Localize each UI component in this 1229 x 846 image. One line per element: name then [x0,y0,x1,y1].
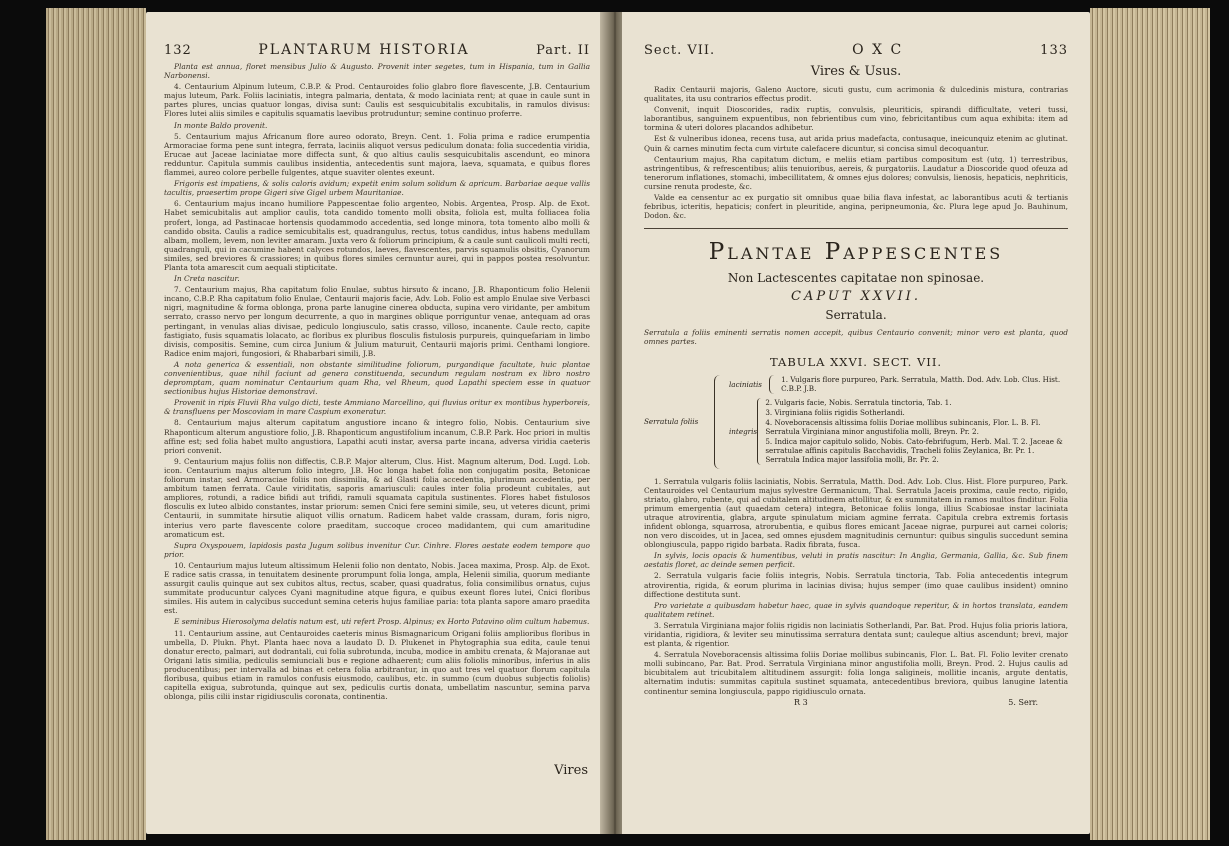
tabula-group [729,398,1068,465]
tabula-group-entries [765,398,1068,465]
caput-heading: CAPUT XXVII. [791,289,921,305]
tabula-group-label: integris [729,426,758,436]
tabula-groups [729,375,1068,469]
class-subtitle: Non Lactescentes capitatae non spinosae. [727,271,985,286]
left-paragraph: E seminibus Hierosolyma delatis natum est, uti refert Prosp. Alpinus; ex Horto Patavino olim cultum habemus. [174,617,590,627]
left-paragraph: Provenit in ripis Fluvii Rha vulgo dicti, teste Ammiano Marcellino, qui fluvius oritur ex montibus hyperboreis, & transfluens per Moscoviam in mare Caspium exoneratur. [164,398,590,417]
vires-paragraph: Convenit, inquit Dioscorides, radix ruptis, convulsis, pleuriticis, spirandi difficultate, veteri tussi, laborantibus, sanguinem expuentibus, non febrientibus cum vino, febricitantibus cum aqua exhibita: item ad tormina & uteri dolores placandos adhibetur. [644,105,1068,133]
genus-name: Serratula. [825,308,887,323]
vires-text [644,85,1068,220]
right-page-number: 133 [1040,43,1068,58]
class-title: Plantae Pappescentes [708,239,1004,266]
vires-paragraph: Valde ea censentur ac ex purgatio sit omnibus quae bilia flava infestat, ac laborantibus acuti & tertianis febribus, icteritis, hepaticis; confert in pleuritide, angina, peripneumonia, &c. Plura lege apud Jo. Bauhinum, Dodon. &c. [644,193,1068,221]
tabula-brace [714,375,725,469]
tabula-group-entries [781,375,1068,394]
left-part-label: Part. II [536,43,590,58]
left-running-title: PLANTARUM HISTORIA [258,42,470,58]
vires-paragraph: Radix Centaurii majoris, Galeno Auctore, sicuti gustu, cum acrimonia & dulcedinis mistura, contrarias qualitates, ita usu contrarios effectus prodit. [644,85,1068,104]
tabula-entry: 5. Indica major capitulo solido, Nobis. Cato-febrifugum, Herb. Mal. T. 2. Jaceae & serratulae affinis capitulis Bacchavidis, Tracheli foliis Zeylanica, Br. Pr. 1. Serratula Indica major lassifolia molli, Br. Pr. 2. [765,436,1063,464]
genus-intro [644,328,1068,346]
left-paragraph: 4. Centaurium Alpinum luteum, C.B.P. & Prod. Centauroides folio glabro flore flavescente, J.B. Centaurium majus luteum, Park. Foliis laciniatis, integra palmaria, dentata, & modo laciniata rent; at quae in caule sunt in partes plures, uncias quatuor longas, divisa sunt: Caulis est sesquicubitalis excubitalis, in ramulos divisus: Flores lutei aliis similes e capitulis squamatis laevibus protruduntur; semine continuo proferre. [164,82,590,119]
vires-paragraph: Centaurium majus, Rha capitatum dictum, e meliis etiam partibus compositum est (utq. 1) terrestribus, astringentibus, & refrescentibus; aliis tenuioribus, aereis, & purgatoriis. Laudatur a Dioscoride quod ofeuza ad tenerorum inflationes, stomachi, imbecillitatem, & omnes ejus dolores; convulsis, lienosis, hepaticis, nephriticis, cursine renuta prodeste, &c. [644,154,1068,191]
right-paragraph: 2. Serratula vulgaris facie foliis integris, Nobis. Serratula tinctoria, Tab. Folia antecedentis integrum atrovirentia, rigida, & eorum plurima in lacinias divisa; hujus semper (imo quae caulibus insident) omnino diffectione destituta sunt. [644,571,1068,599]
right-running-head [644,42,1068,58]
signature-mark: R 3 [794,697,808,707]
section-rule [644,228,1068,229]
tabula-group [729,375,1068,394]
left-paragraph: 5. Centaurium majus Africanum flore aureo odorato, Breyn. Cent. 1. Folia prima e radice erumpentia Armoraciae forma pene sunt integra, ferrata, laciniis aliquot versus pediculum donata: folia succedentia viridia, Erucae aut Jaceae laciniatae more diffecta sunt, & quo altius caulis sesquicubitalis ascendunt, eo minora redduntur. Capitula summis caulibus insidentia, antecedentis sunt majora, laeva, squamata, e quibus flores flammei, aureo colore perbelle fulgentes, atque suaviter olentes exeunt. [164,131,590,178]
right-paragraph: Pro varietate a quibusdam habetur haec, quae in sylvis quandoque reperitur, & in hortos translata, eandem qualitatem retinet. [644,600,1068,619]
left-paragraph: 6. Centaurium majus incano humiliore Pappescentae folio argenteo, Nobis. Argentea, Prosp. Alp. de Exot. Habet semicubitalis aut amplior caulis, tota candido tomento molli obsita, foliola est, multa folliacea folia profert, longa, ad Pastinacae hortensis quodammodo accedentia, sed longe minora, tota tomento albo molli & candido obsita. Caulis a radice semicubitalis est, quadrangulus, rectus, totus candidus, intus habens medullam albam, mollem, levem, non leviter amaram. Juxta vero & foliorum principium, & a caule sunt caulicoli multi recti, quadranguli, qui in cacumine habent calyces rotundos, laeves, flavescentes, parvis squamulis obsitis, Cyanorum similes, sed breviores & crassiores; in quibus flores similes cernuntur aurei, qui in pappos postea resolvuntur. Planta tota amarescit cum aequali stipticitate. [164,199,590,272]
left-page-edge [46,8,146,840]
right-paragraph: In sylvis, locis opacis & humentibus, veluti in pratis nascitur: In Anglia, Germania, Gallia, &c. Sub finem aestatis floret, ac deinde semen perficit. [644,551,1068,570]
right-running-title: O X C [852,42,904,58]
left-running-head [164,42,590,58]
left-paragraph: Frigoris est impatiens, & solis caloris avidum; expetit enim solum solidum & apricum. Barbariae aeque vallis tacultis, praesertim prope Gigeri sive Gigel urbem Mauritaniae. [164,179,590,198]
tabula-root: Serratula foliis [644,417,699,426]
genus-intro-text: Serratula a foliis eminenti serratis nomen accepit, quibus Centaurio convenit; minor vero est planta, quod omnes partes. [644,328,1068,347]
left-paragraph: In monte Baldo provenit. [174,120,268,130]
right-paragraph: 4. Serratula Noveboracensis altissima foliis Doriae mollibus subincanis, Flor. L. Bat. Fl. Folio leviter crenato molli subincano, Par. Bat. Prod. Serratula Virginiana minor angustifolia molli, Breyn. Prod. 2. Hujus caulis ad bicubitalem aut tricubitalem altitudinem assurgit: folia longa saligineis, mollitie incanis, argute dentatis, alternatim indutis: summitas capitula sustinet squamata, antecedentibus breviora, quibus lanugine latentia continentur semina longiuscula, pappo rigidiusculo ornata. [644,650,1068,696]
right-catchword: 5. Serr. [1008,697,1038,707]
right-body-text [644,477,1068,696]
tabula-table [644,375,1068,469]
tabula-entry: 4. Noveboracensis altissima foliis Doriae mollibus subincanis, Flor. L. B. Fl. Serratula Virginiana minor angustifolia molli, Breyn. Pr. 2. [765,417,1041,436]
vires-paragraph: Est & vulneribus idonea, recens tusa, aut arida prius madefacta, contusaque, ineicunquiz etenim ac glutinat. Quin & carnes minutim fecta cum virtute calefacere dicuntur, si concisa simul decoquantur. [644,134,1068,153]
left-paragraph: A nota generica & essentiali, non obstante similitudine foliorum, purgandique facultate, huic plantae convenientibus, quae nihil faciunt ad genera constituenda, secundum regulam nostram ex libro nostro depromptam, quam nominatur Centaurium quam Rha, vel Rheum, quod Lapathi speciem esse in quatuor sectionibus hujus Historiae demonstravi. [164,359,590,397]
left-page [146,12,608,834]
left-paragraph: 11. Centaurium assine, aut Centauroides caeteris minus Bismagnaricum Origani foliis amplioribus floribus in umbella, D. Plukn. Phyt. Planta haec nova a laudato D. D. Plukenet in Phytographia sua edita, caule tenui donatur erecto, palmari, aut dodrantali, cui folia subrotunda, incuba, modice in ambitu crenata, & Majoranae aut Origani latis similia, pediculis semiunciali bus e regione adhaerent; cum aliis foliolis minoribus, inferius in alis producentibus; per intervalla ad binas et cetera folia arbitrantur, in quo aut tres vel quatuor florum capitula floribusa, quibus etiam in ramulos confusis eiusmodo, caulibus, etc. in summo (cum duobus subjectis foliolis) capitella exigua, subrotunda, quinque aut sex, pediculis curtis donata, umbellatim nascuntur, semina parva oblonga, pilis cilii instar rigidiusculis coronata, continentia. [164,628,591,702]
left-paragraph: 7. Centaurium majus, Rha capitatum folio Enulae, subtus hirsuto & incano, J.B. Rhaponticum folio Helenii incano, C.B.P. Rha capitatum folio Enulae, Centaurii majoris facie, Adv. Lob. Folio est amplo Enulae sive Verbasci nigri, magnitudine & forma oblonga, prona parte lanugine cinerea obducta, supina vero viridante, per ambitum serrato, crasso nervo per longum decurrente, a quo in margines oblique porriguntur venae, antequam ad oras pertingant, in venulas alias divisae, pediculo longiusculo, satis crasso, villoso, incanente. Caule recto, capite fastigiato, fusis squamatis lolacato, ac floribus ex pluribus flosculis fistulosis purpureis, quinquefariam in limbo divisis, compositis. Semine, cum circa Junium & Julium maturuit, Centaurii majoris primi. Centhami longiore. Radice enim majori, fungosiori, & Rhabarbari simili, J.B. [164,285,590,358]
left-body-text [164,62,590,701]
left-paragraph: Planta est annua, floret mensibus Julio & Augusto. Provenit inter segetes, tum in Hispania, tum in Gallia Narbonensi. [164,62,590,81]
left-catchword: Vires [554,763,588,778]
left-paragraph: 10. Centaurium majus luteum altissimum Helenii folio non dentato, Nobis. Jacea maxima, Prosp. Alp. de Exot. E radice satis crassa, in tenuitatem desinente prorumpunt folia longa, ampla, Helenii similia, quorum mediante assurgit caulis quinque aut sex cubitos altus, rectus, scaber, quasi quadratus, folia consimilibus ornatus, cujus summitate producuntur calyces Cyani magnitudine atque figura, e quibus exeunt flores lutei, Cnici floribus similes. His autem in calycibus succedunt semina ceteris hujus familiae paria: tota planta sapore amaro praedita est. [164,560,590,616]
tabula-group-brace [757,398,761,465]
left-paragraph: 8. Centaurium majus alterum capitatum angustiore incano & integro folio, Nobis. Centaurium sive Rhaponticum alterum angustiore folio, J.B. Rhaponticum angustifolium incanum, C.B.P. Park. Hoc priori in multis affine est; sed folia habet multo angustiora, Lapathi acuti instar, aversa parte incana, adversa viridia caeteris priori convenit. [164,418,590,455]
right-footer [644,698,1068,707]
right-page [622,12,1090,834]
left-paragraph: Supra Oxyspouem, lapidosis pasta Jugum solibus invenitur Cur. Cinhre. Flores aestate eodem tempore quo prior. [164,540,590,559]
vires-heading: Vires & Usus. [810,64,902,79]
tabula-entry: 3. Virginiana foliis rigidis Sotherlandi. [765,407,905,417]
left-paragraph: 9. Centaurium majus foliis non diffectis, C.B.P. Major alterum, Clus. Hist. Magnum alterum, Dod. Lugd. Lob. icon. Centaurium majus alterum folio integro, J.B. Hoc longa habet folia non conjugatim posita, Betonicae foliorum instar, sed Armoraciae foliis non dissimilia, & ad Glasti folia accedentia, plurimum accedentia, per ambitum tamen ferrata. Caule viriditatis, saporis amariusculi: caules inter folia prodeunt cubitales, aut ampliores, rotundi, a radice bifidi aut trifidi, ramuli squamata capitula sustinentes. Flores habet fistulosos flosculis ex luteo albido constantes, instar priorum: semen Cnici fere semini simile, seu, ut veteres dicunt, primi Centaurii, in summitate hirsutie aliquot villis ornatum. Radicem habet valde crassam, duram, foris nigro, interius vero parte flavescente colore praeditam, succoque croceo madidantem, qui cum amaritudine aromaticum est. [164,456,590,539]
left-paragraph: In Creta nascitur. [174,274,240,284]
tabula-entry: 1. Vulgaris flore purpureo, Park. Serratula, Matth. Dod. Adv. Lob. Clus. Hist. C.B.P. J.B. [781,374,1061,393]
right-page-edge [1090,8,1210,840]
tabula-entry: 2. Vulgaris facie, Nobis. Serratula tinctoria, Tab. 1. [765,397,952,407]
tabula-group-brace [769,375,777,394]
right-section-label: Sect. VII. [644,43,716,58]
tabula-group-label: laciniatis [729,379,762,389]
right-paragraph: 3. Serratula Virginiana major foliis rigidis non laciniatis Sotherlandi, Par. Bat. Prod. Hujus folia prioris latiora, viridantia, rigidiora, & leviter seu minutissima serratura dentata sunt; cauleque altius ascendunt; brevi, major est planta, & rigentior. [644,620,1068,649]
left-page-number: 132 [164,43,192,58]
tabula-heading: TABULA XXVI. SECT. VII. [769,354,943,369]
right-paragraph: 1. Serratula vulgaris foliis laciniatis, Nobis. Serratula, Matth. Dod. Adv. Lob. Clus. Hist. Flore purpureo, Park. Centauroides vel Centaurium majus sylvestre Germanicum, Thal. Serratula Jaceis proxima, caule recto, rigido, striato, glabro, rubente, qui ad cubitalem altitudinem attollitur, & ex summitatem in ramos multos finditur. Folia primum emergentia (aut quaedam cetera) integra, Betonicae foliis longa, illius Scabiosae instar laciniata utraque atrovirentia, glabra, argute spinulatum miciam agmine ferrata. Capitula crebra extremis fortasis infident oblonga, squarrosa, atrorubentia, e quibus flores emicant Jaceae nigrae, purpurei aut carnei coloris; non vero discoides, ut in Jacea, sed omnes ejusdem magnitudinis cernuntur: quibus singulis succedunt semina oblongiuscula, pappo rigido barbata. Radix fibrata, fusca. [644,476,1068,550]
